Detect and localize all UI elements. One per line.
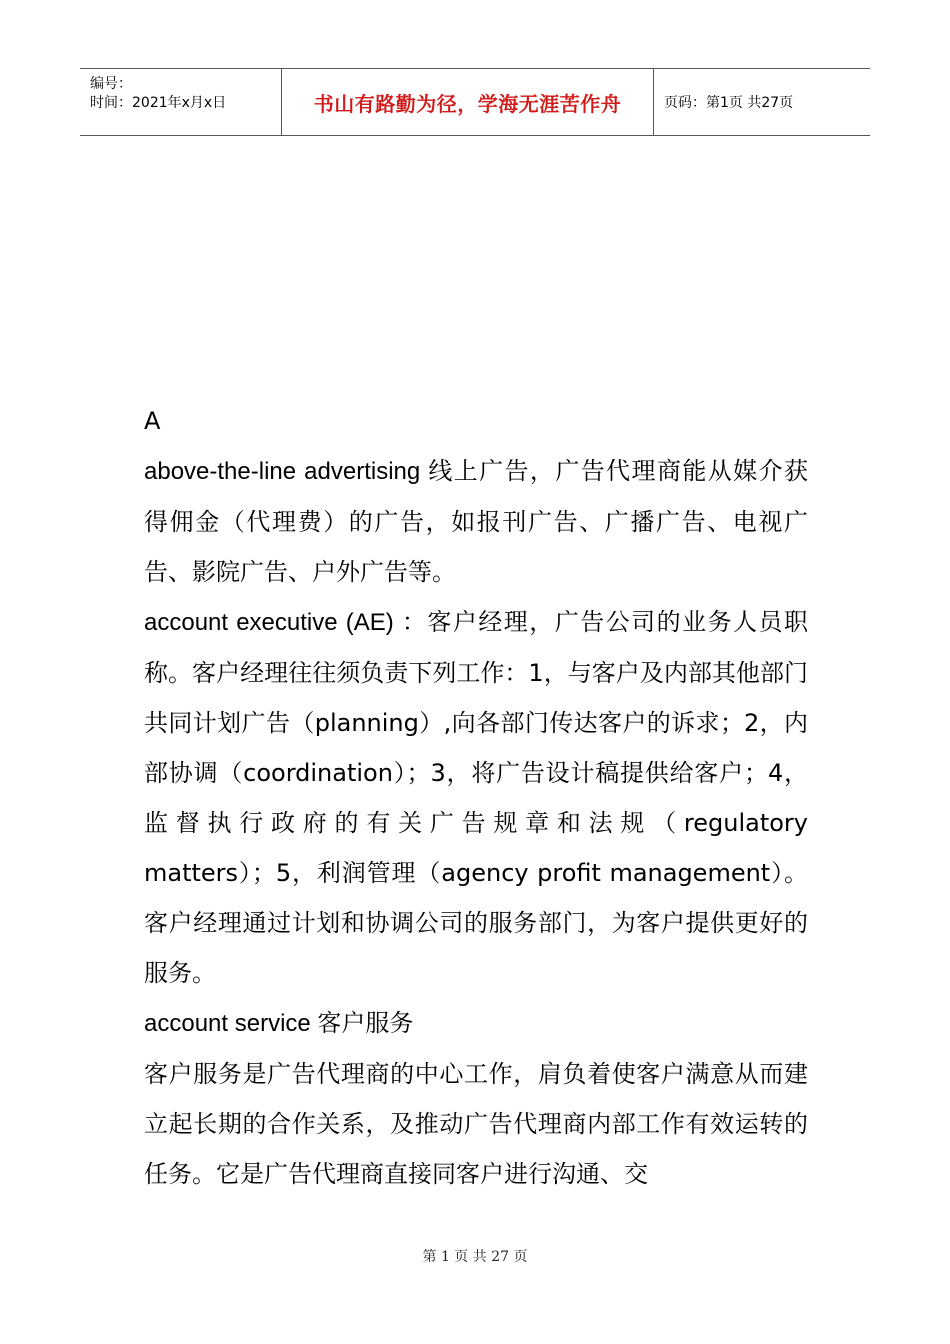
- header-page-info: 页码：第1页 共27页: [664, 95, 794, 111]
- entry-definition: 客户服务是广告代理商的中心工作，肩负着使客户满意从而建立起长期的合作关系，及推动广告代理商内部工作有效运转的任务。它是广告代理商直接同客户进行沟通、交: [144, 1060, 808, 1188]
- header-motto: 书山有路勤为径，学海无涯苦作舟: [282, 69, 654, 135]
- date-label: 时间：2021年x月x日: [90, 95, 227, 111]
- number-label: 编号：: [90, 76, 132, 92]
- section-letter: A: [144, 407, 161, 435]
- document-body: [144, 396, 808, 1199]
- page-footer: 第 1 页 共 27 页: [422, 1249, 528, 1265]
- entry-term: account executive (AE): [144, 609, 402, 636]
- entry-term: above-the-line advertising: [144, 458, 429, 485]
- entry-definition: 线上广告，广告代理商能从媒介获得佣金（代理费）的广告，如报刊广告、广播广告、电视广告、影院广告、户外广告等。: [144, 457, 808, 586]
- entry-term: account service: [144, 1010, 318, 1037]
- entry-definition: 客户服务: [317, 1009, 414, 1037]
- entry-above-the-line: [144, 446, 808, 597]
- entry-account-service-description: [144, 1049, 808, 1199]
- entry-account-service: [144, 998, 808, 1049]
- header-meta: [80, 69, 282, 135]
- entry-definition: ：客户经理，广告公司的业务人员职称。客户经理往往须负责下列工作：1，与客户及内部其他部门共同计划广告（planning）,向各部门传达客户的诉求；2，内部协调（coordination）；3，将广告设计稿提供给客户；4，监督执行政府的有关广告规章和法规（regulatory matters）；5，利润管理（agency profit management）。客户经理通过计划和协调公司的服务部门，为客户提供更好的服务。: [144, 608, 809, 987]
- document-header: [80, 68, 870, 136]
- entry-account-executive: [144, 597, 808, 998]
